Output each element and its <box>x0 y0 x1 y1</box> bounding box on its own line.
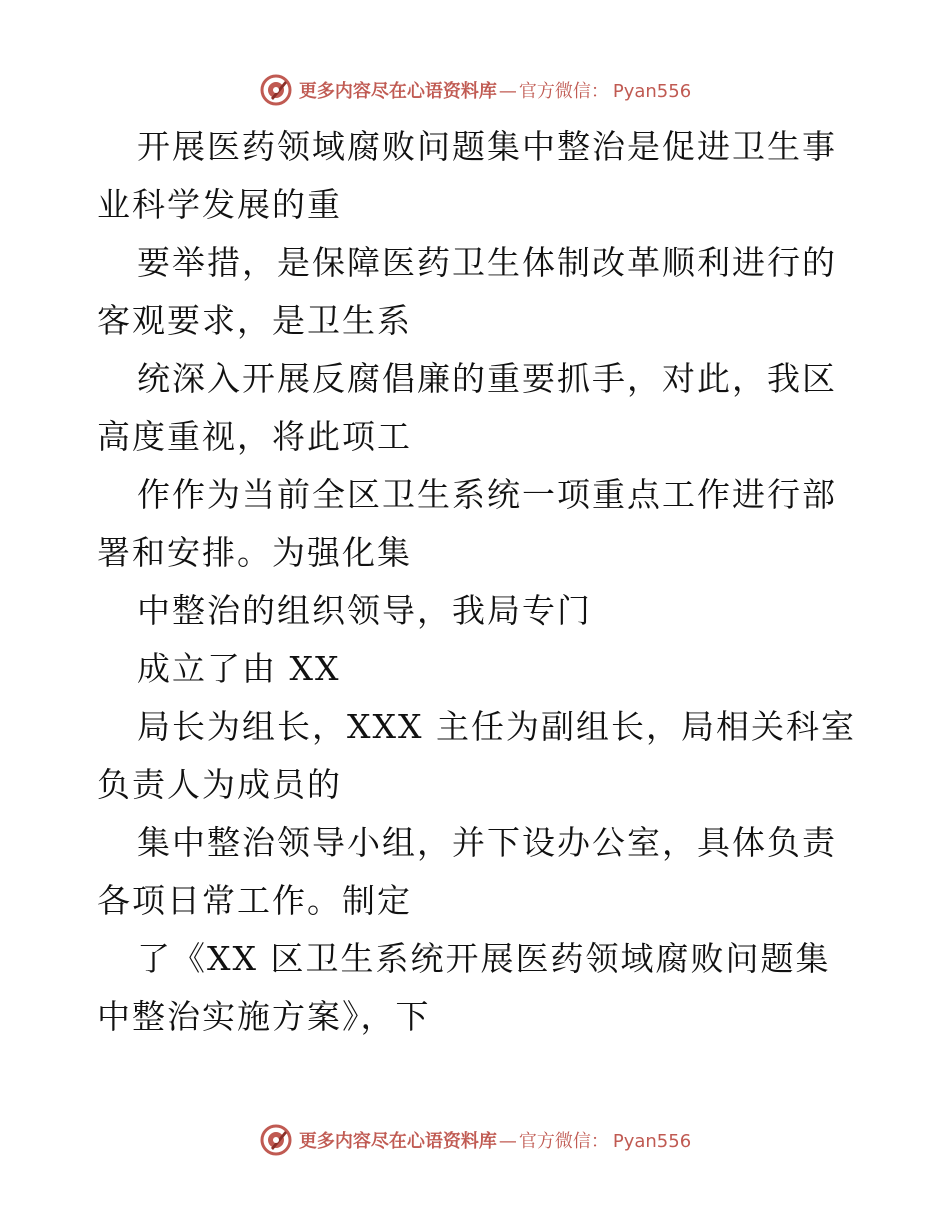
banner-dash: — <box>498 81 517 102</box>
document-line-5: 中整治的组织领导，我局专门 <box>137 591 592 630</box>
document-line-8: 集中整治领导小组，并下设办公室，具体负责各项日常工作。制定 <box>97 823 837 920</box>
document-line-4: 作作为当前全区卫生系统一项重点工作进行部署和安排。为强化集 <box>97 475 837 572</box>
document-line-9: 了《XX 区卫生系统开展医药领域腐败问题集中整治实施方案》，下 <box>97 939 831 1036</box>
banner-wechat-label: 官方微信： <box>518 81 609 102</box>
banner-site-name: 更多内容尽在心语资料库 <box>298 1131 497 1152</box>
banner-dash: — <box>498 1131 517 1152</box>
document-line-6: 成立了由 XX <box>137 649 341 688</box>
banner-text <box>299 77 691 103</box>
document-body <box>97 118 857 1046</box>
document-line-1: 开展医药领域腐败问题集中整治是促进卫生事业科学发展的重 <box>97 127 837 224</box>
banner-text <box>299 1127 691 1153</box>
quill-seal-icon <box>259 1123 293 1157</box>
banner-wechat-label: 官方微信： <box>518 1131 609 1152</box>
banner-site-name: 更多内容尽在心语资料库 <box>298 81 497 102</box>
quill-seal-icon <box>259 73 293 107</box>
header-watermark-banner <box>0 70 950 110</box>
document-line-3: 统深入开展反腐倡廉的重要抓手，对此，我区高度重视，将此项工 <box>97 359 837 456</box>
banner-wechat-id: Pyan556 <box>612 1131 692 1152</box>
document-line-7: 局长为组长，XXX 主任为副组长，局相关科室负责人为成员的 <box>97 707 856 804</box>
document-line-2: 要举措，是保障医药卫生体制改革顺利进行的客观要求，是卫生系 <box>97 243 837 340</box>
banner-wechat-id: Pyan556 <box>612 81 692 102</box>
footer-watermark-banner <box>0 1120 950 1160</box>
